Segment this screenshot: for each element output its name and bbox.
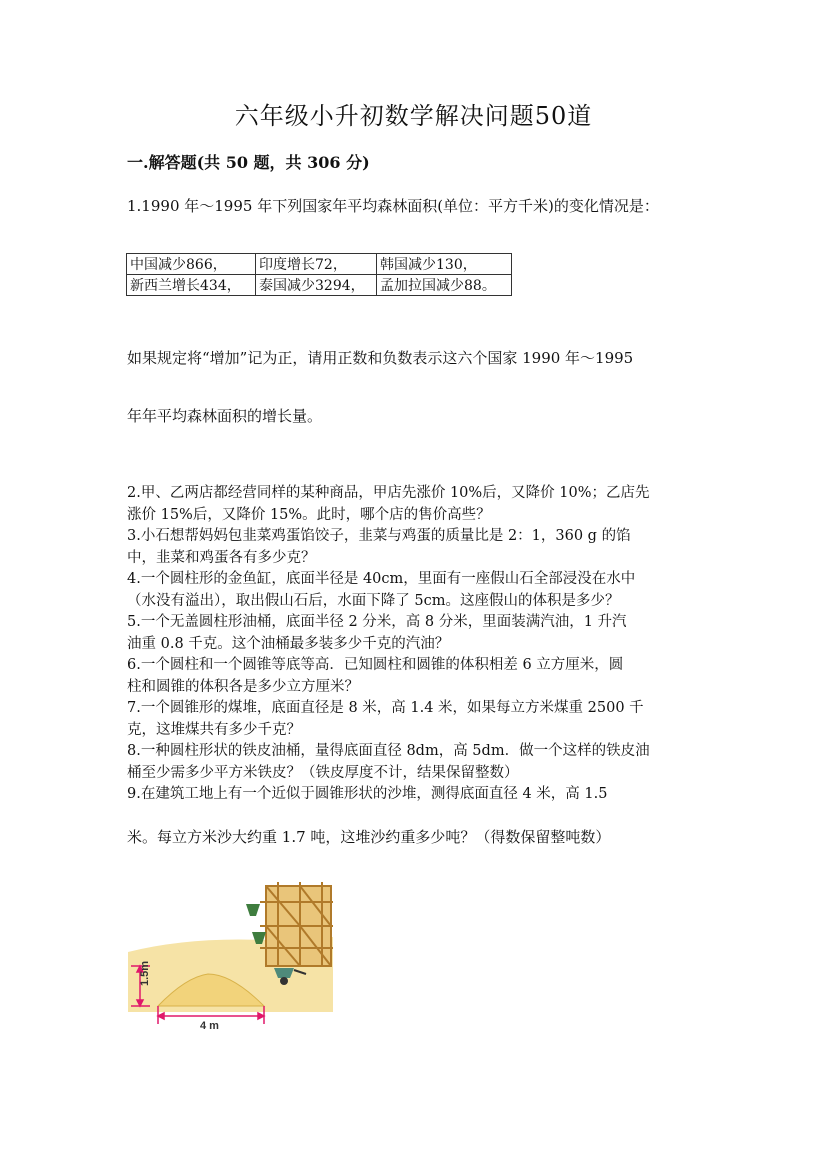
table-row [127,275,512,296]
section-heading: 一.解答题(共 50 题，共 306 分) [127,153,370,172]
question-line: 3.小石想帮妈妈包韭菜鸡蛋馅饺子，韭菜与鸡蛋的质量比是 2：1，360 g 的馅 [127,528,631,544]
question-9-continued: 米。每立方米沙大约重 1.7 吨，这堆沙约重多少吨？（得数保留整吨数） [127,828,611,846]
question-1-rule-continued: 年年平均森林面积的增长量。 [127,407,323,425]
question-line: 柱和圆锥的体积各是多少立方厘米？ [127,678,359,695]
table-cell: 中国减少866， [127,254,256,275]
table-cell: 新西兰增长434， [127,275,256,296]
forest-change-table [126,253,512,296]
question-line: 8.一种圆柱形状的铁皮油桶，量得底面直径 8dm，高 5dm．做一个这样的铁皮油 [127,743,650,759]
table-cell: 韩国减少130， [377,254,512,275]
height-label: 1.5m [139,960,151,986]
question-line: 5.一个无盖圆柱形油桶，底面半径 2 分米，高 8 分米，里面装满汽油，1 升汽 [127,614,627,630]
table-cell: 泰国减少3294， [256,275,377,296]
question-line: 克，这堆煤共有多少千克？ [127,721,301,738]
question-list [127,483,702,806]
question-line: 油重 0.8 千克。这个油桶最多装多少千克的汽油？ [127,635,450,652]
question-1-intro: 1.1990 年～1995 年下列国家年平均森林面积(单位：平方千米)的变化情况是： [127,197,659,215]
table-cell: 孟加拉国减少88。 [377,275,512,296]
question-1-rule: 如果规定将“增加”记为正，请用正数和负数表示这六个国家 1990 年～1995 [127,349,634,367]
question-line: 9.在建筑工地上有一个近似于圆锥形状的沙堆，测得底面直径 4 米，高 1.5 [127,786,608,802]
question-line: 7.一个圆锥形的煤堆，底面直径是 8 米，高 1.4 米，如果每立方米煤重 2500 千 [127,700,644,716]
question-line: 6.一个圆柱和一个圆锥等底等高．已知圆柱和圆锥的体积相差 6 立方厘米，圆 [127,657,624,673]
question-line: 2.甲、乙两店都经营同样的某种商品，甲店先涨价 10%后，又降价 10%；乙店先 [127,485,650,501]
hanging-bucket-icon [246,904,260,916]
question-line: 4.一个圆柱形的金鱼缸，底面半径是 40cm，里面有一座假山石全部浸没在水中 [127,571,636,587]
question-line: （水没有溢出），取出假山石后，水面下降了 5cm。这座假山的体积是多少？ [127,592,620,609]
page-title: 六年级小升初数学解决问题50道 [234,102,593,130]
sand-pile-illustration [128,882,338,1032]
scaffold-building [260,882,333,966]
question-line: 中，韭菜和鸡蛋各有多少克？ [127,549,316,566]
question-line: 涨价 15%后，又降价 15%。此时，哪个店的售价高些？ [127,506,491,523]
table-cell: 印度增长72， [256,254,377,275]
question-line: 桶至少需多少平方米铁皮？（铁皮厚度不计，结果保留整数） [127,764,519,781]
width-label: 4 m [200,1020,219,1032]
table-row [127,254,512,275]
